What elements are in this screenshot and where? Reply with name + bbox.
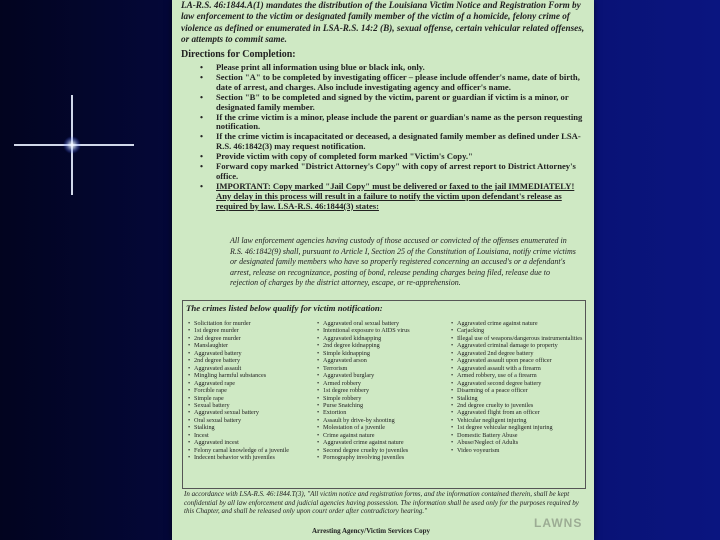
crime-item: • Intentional exposure to AIDS virus [317,327,410,334]
sparkle-star-decoration [14,95,134,195]
crime-item: • Extortion [317,409,410,416]
crime-item: • Aggravated assault [188,365,289,372]
direction-item: • If the crime victim is incapacitated or deceased, a designated family member as defined under LSA-R.S. 46:1842(3) may request notification. [194,132,587,152]
direction-item: • If the crime victim is a minor, please include the parent or guardian's name as the person requesting notification. [194,113,587,133]
faded-stamp: LAWNS [534,516,583,530]
crime-item: • Felony carnal knowledge of a juvenile [188,447,289,454]
crime-item: • Aggravated flight from an officer [451,409,582,416]
crime-item: • Aggravated criminal damage to property [451,342,582,349]
crime-item: • Aggravated arson [317,357,410,364]
crime-item: • Vehicular negligent injuring [451,417,582,424]
crime-item: • Terrorism [317,365,410,372]
direction-item-important: • IMPORTANT: Copy marked "Jail Copy" must be delivered or faxed to the jail IMMEDIATELY! Any delay in this process will result in a failure to notify the victim upon defendant's release as required by law. LSA-R.S. 46:1844(3) states: [194,182,587,212]
crime-item: • Aggravated sexual battery [188,409,289,416]
crime-item: • Aggravated second degree battery [451,380,582,387]
crime-item: • Mingling harmful substances [188,372,289,379]
crime-item: • Oral sexual battery [188,417,289,424]
crimes-column-2 [317,320,410,462]
crime-item: • Aggravated kidnapping [317,335,410,342]
crime-item: • Sexual battery [188,402,289,409]
crime-item: • Armed robbery [317,380,410,387]
crime-item: • Video voyeurism [451,447,582,454]
crime-item: • Solicitation for murder [188,320,289,327]
crime-item: • Stalking [451,395,582,402]
crime-item: • Aggravated 2nd degree battery [451,350,582,357]
crime-item: • Indecent behavior with juveniles [188,454,289,461]
crime-item: • Domestic Battery Abuse [451,432,582,439]
crime-item: • Crime against nature [317,432,410,439]
crime-item: • 2nd degree kidnapping [317,342,410,349]
crime-item: • Second degree cruelty to juveniles [317,447,410,454]
directions-title: Directions for Completion: [181,49,296,60]
crime-item: • Carjacking [451,327,582,334]
confidentiality-footer: In accordance with LSA-R.S. 46:1844.T(3), "All victim notice and registration forms, and the information contained therein, shall be kept confidential by all law enforcement and judicial agencies having possession. The information shall be used only for the purposes required by this Chapter, and shall be released only upon court order after contradictory hearing." [184,490,579,516]
crime-item: • Manslaughter [188,342,289,349]
crime-item: • Simple rape [188,395,289,402]
crime-item: • Incest [188,432,289,439]
crime-item: • Assault by drive-by shooting [317,417,410,424]
document-header-text: LA-R.S. 46:1844.A(1) mandates the distribution of the Louisiana Victim Notice and Registration Form by law enforcement to the victim or designated family member of the victim of a homicide, felony crime of violence as defined or enumerated in LSA-R.S. 14:2 (B), sexual offense, certain vehicular related offenses, or attempts to commit same. [181,0,585,45]
crime-item: • Simple kidnapping [317,350,410,357]
crime-item: • Molestation of a juvenile [317,424,410,431]
crime-item: • 2nd degree murder [188,335,289,342]
crime-item: • Aggravated battery [188,350,289,357]
crime-item: • 1st degree murder [188,327,289,334]
crimes-title: The crimes listed below qualify for victim notification: [186,303,383,313]
direction-item: • Please print all information using blue or black ink, only. [194,63,587,73]
crime-item: • Forcible rape [188,387,289,394]
statute-quote: All law enforcement agencies having custody of those accused or convicted of the offenses enumerated in R.S. 46:1842(9) shall, pursuant to Article I, Section 25 of the Constitution of Louisiana, notify crime victims or designated family members who have so properly registered concerning an accused's or a defendant's arrest, release on recognizance, posting of bond, release pending charges being filed, release due to rejection of charges by the district attorney, escape, or re-apprehension. [230,236,576,288]
crime-item: • Aggravated assault with a firearm [451,365,582,372]
crime-item: • 1st degree robbery [317,387,410,394]
crime-item: • Aggravated crime against nature [317,439,410,446]
crime-item: • 1st degree vehicular negligent injuring [451,424,582,431]
direction-item: • Section "A" to be completed by investigating officer – please include offender's name, date of birth, date of arrest, and charges. Also include investigating agency and officer's name. [194,73,587,93]
direction-item: • Provide victim with copy of completed form marked "Victim's Copy." [194,152,587,162]
crime-item: • Illegal use of weapons/dangerous instrumentalities [451,335,582,342]
crime-item: • Disarming of a peace officer [451,387,582,394]
crime-item: • Aggravated burglary [317,372,410,379]
crime-item: • 2nd degree battery [188,357,289,364]
directions-list [194,63,587,212]
crimes-column-1 [188,320,289,462]
copy-label: Arresting Agency/Victim Services Copy [312,527,431,535]
crime-item: • Abuse/Neglect of Adults [451,439,582,446]
crime-item: • Aggravated oral sexual battery [317,320,410,327]
crime-item: • Stalking [188,424,289,431]
crime-item: • Aggravated assault upon peace officer [451,357,582,364]
crime-item: • Purse Snatching [317,402,410,409]
crime-item: • Simple robbery [317,395,410,402]
crime-item: • Aggravated rape [188,380,289,387]
crime-item: • 2nd degree cruelty to juveniles [451,402,582,409]
direction-item: • Forward copy marked "District Attorney's Copy" with copy of arrest report to District Attorney's office. [194,162,587,182]
crime-item: • Aggravated incest [188,439,289,446]
victim-notice-document [172,0,594,540]
crime-item: • Aggravated crime against nature [451,320,582,327]
crime-item: • Armed robbery, use of a firearm [451,372,582,379]
direction-item: • Section "B" to be completed and signed by the victim, parent or guardian if victim is a minor, or designated family member. [194,93,587,113]
crime-item: • Pornography involving juveniles [317,454,410,461]
crimes-column-3 [451,320,582,454]
